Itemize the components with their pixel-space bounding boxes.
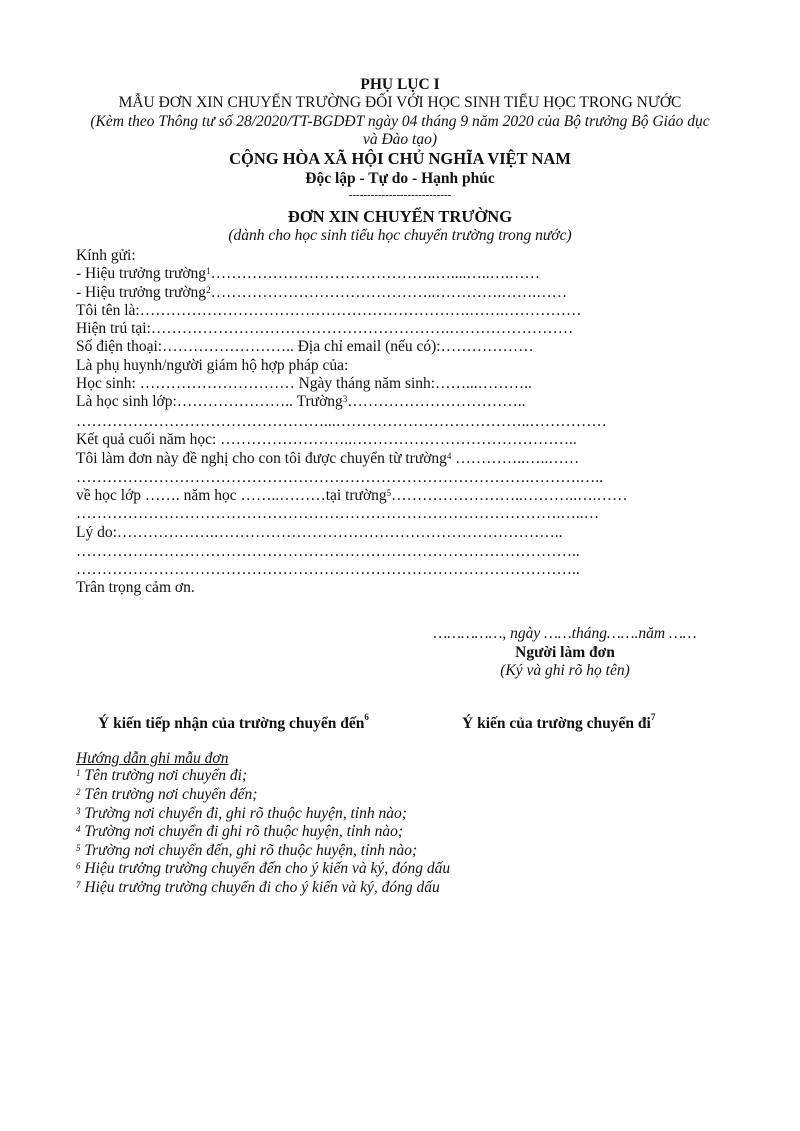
residence-line: Hiện trú tại:………………………………………………….…………………… <box>76 320 574 337</box>
reference-line-2: và Đào tạo) <box>362 131 438 148</box>
phone-email-line: Số điện thoại:…………………….. Địa chỉ email (nếu có):……………… <box>76 338 534 355</box>
guide-note: $^6$ Hiệu trưởng trường chuyển đến cho ý kiến và ký, đóng dấu <box>76 860 451 877</box>
dotted-line-3: ………………………………………………………………………………….…..… <box>76 505 600 522</box>
addressee-label: Kính gửi: <box>76 247 136 264</box>
request-line: Tôi làm đơn này đề nghị cho con tôi được chuyển từ trường$^4$ …………..…..…… <box>76 450 580 467</box>
guide-note: $^2$ Tên trường nơi chuyển đến; <box>76 786 258 803</box>
date-line: ……………, ngày ……tháng…….năm …… <box>433 625 697 642</box>
reference-line-1: (Kèm theo Thông tư số 28/2020/TT-BGDĐT ngày 04 tháng 9 năm 2020 của Bộ trưởng Bộ Giáo dục <box>90 113 710 130</box>
footnote-ref-5: 5 <box>386 488 392 498</box>
footnote-ref-6: 6 <box>364 712 369 722</box>
footnote-ref-3: 3 <box>342 394 348 404</box>
footnote-ref-2: 2 <box>206 285 211 295</box>
guide-note: $^4$ Trường nơi chuyển đi ghi rõ thuộc huyện, tỉnh nào; <box>76 823 403 840</box>
guide-note: $^3$ Trường nơi chuyển đi, ghi rõ thuộc huyện, tỉnh nào; <box>76 805 407 822</box>
result-line: Kết quả cuối năm học: ……………………..…………………………………….. <box>76 431 577 448</box>
dotted-line-2: …………………………………………………………………………….……….….. <box>76 469 603 486</box>
footnote-ref-4: 4 <box>446 451 452 461</box>
receiving-school-opinion: Ý kiến tiếp nhận của trường chuyển đến$^6$ <box>98 712 369 732</box>
name-line: Tôi tên là:……………………………………………………….…….…………… <box>76 302 582 319</box>
divider: ---------------------------- <box>348 189 452 201</box>
student-line: Học sinh: ………………………… Ngày tháng năm sinh:……...……….. <box>76 375 532 392</box>
signer-note: (Ký và ghi rõ họ tên) <box>500 662 630 679</box>
reason-line: Lý do:……………….………………………………………………………….. <box>76 524 563 541</box>
appendix-heading: PHỤ LỤC I <box>360 76 440 93</box>
principal-line-1: - Hiệu trưởng trường$^1$……………………………………..…....…..….…… <box>76 265 540 282</box>
form-title: MẪU ĐƠN XIN CHUYỂN TRƯỜNG ĐỐI VỚI HỌC SINH TIỂU HỌC TRONG NƯỚC <box>118 94 682 111</box>
guide-note: $^1$ Tên trường nơi chuyển đi; <box>76 767 248 784</box>
footnote-ref-7: 7 <box>650 712 656 722</box>
principal-line-2: - Hiệu trưởng trường$^2$……………………………………..………….…….…… <box>76 284 568 301</box>
sending-school-opinion: Ý kiến của trường chuyển $đi^7$ <box>462 712 656 732</box>
footnote-ref-1: 1 <box>206 266 211 276</box>
guide-note: $^7$ Hiệu trưởng trường chuyển đi cho ý kiến và ký, đóng dấu <box>76 879 440 896</box>
class-school-line: Là học sinh lớp:………………….. Trường$^3$…………………………….. <box>76 393 526 410</box>
document-title: ĐƠN XIN CHUYỂN TRƯỜNG <box>287 207 513 226</box>
guardian-line: Là phụ huynh/người giám hộ hợp pháp của: <box>76 357 349 374</box>
motto: Độc lập - Tự do - Hạnh phúc <box>305 170 495 187</box>
nation-heading: CỘNG HÒA XÃ HỘI CHỦ NGHĨA VIỆT NAM <box>229 149 571 168</box>
transfer-line: về học lớp ……. năm học ……..………tại trường$^5$……………………..………..….…… <box>76 487 628 504</box>
closing-line: Trân trọng cảm ơn. <box>76 579 195 596</box>
signer-label: Người làm đơn <box>515 644 615 661</box>
dotted-line-4: …………………………………………………………………………………….. <box>76 543 580 560</box>
dotted-line-5: …………………………………………………………………………………….. <box>76 561 580 578</box>
dotted-line-1: …………………………………………...………………………………..…………… <box>76 413 607 430</box>
guide-note: $^5$ Trường nơi chuyển đến, ghi rõ thuộc huyện, tỉnh nào; <box>76 842 418 859</box>
guide-heading: Hướng dẫn ghi mẫu đơn <box>76 750 229 767</box>
document-subtitle: (dành cho học sinh tiểu học chuyển trường trong nước) <box>228 227 572 244</box>
